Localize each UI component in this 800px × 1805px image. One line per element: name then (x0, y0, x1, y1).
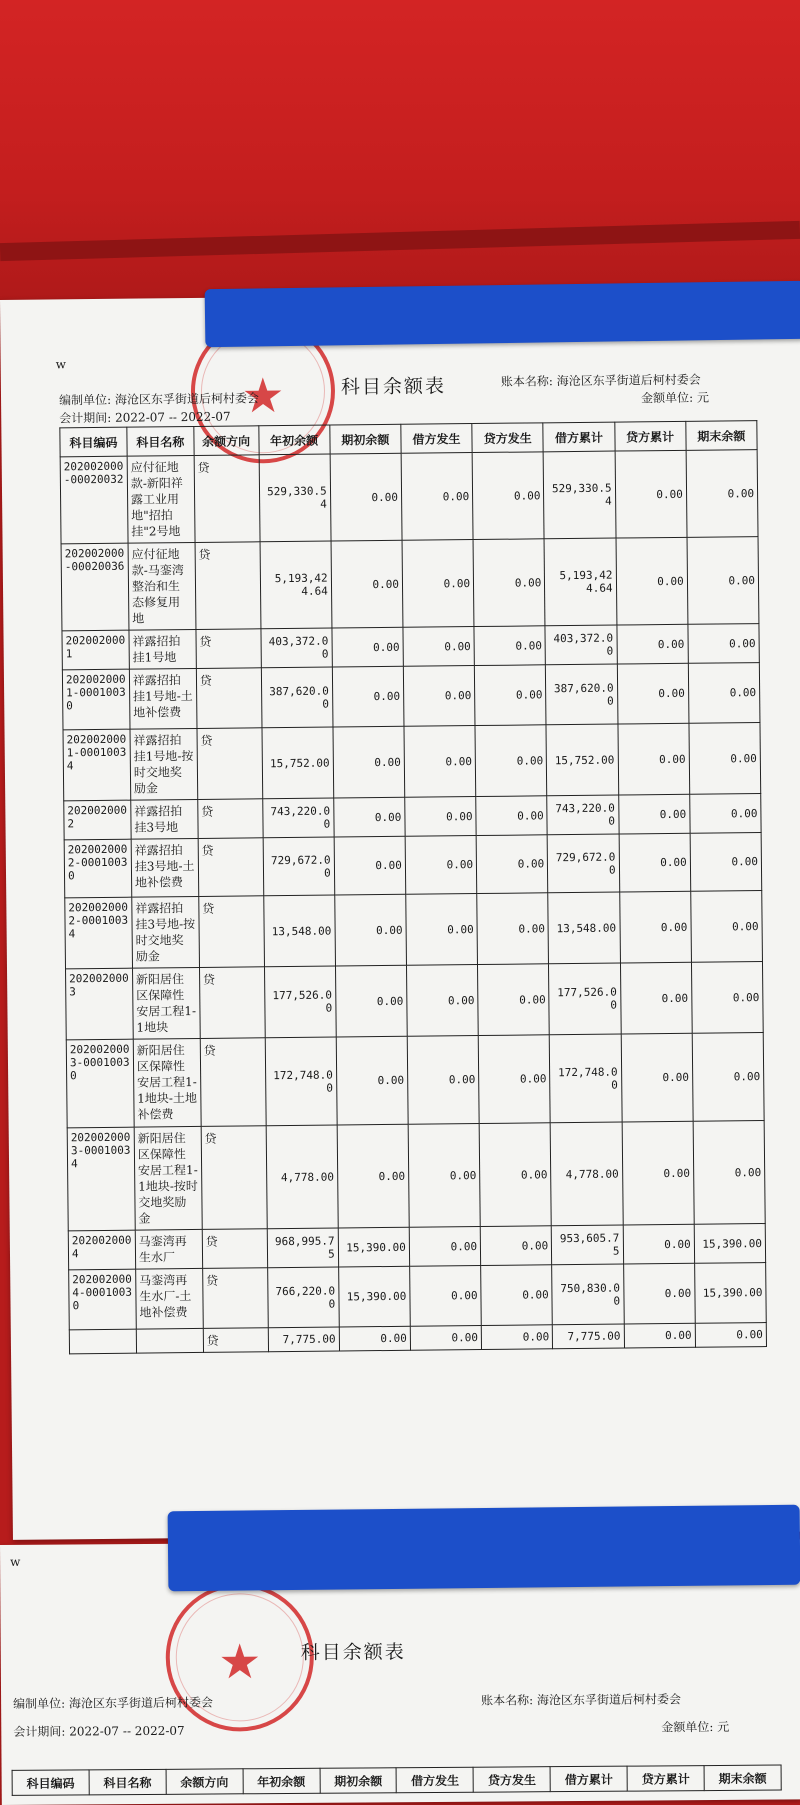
org-value: 海沧区东孚街道后柯村委会 (68, 1695, 214, 1711)
book-line (501, 371, 701, 390)
col-header: 余额方向 (166, 1769, 243, 1795)
closing-balance-cell: 0.00 (690, 891, 762, 963)
credit-cumulative-cell: 0.00 (616, 537, 688, 625)
debit-cumulative-cell: 7,775.00 (553, 1324, 624, 1349)
opening-period-balance-cell: 15,390.00 (338, 1266, 410, 1327)
unit-value: 元 (717, 1719, 730, 1734)
balance-direction-cell: 贷 (200, 1038, 266, 1127)
table-row (64, 833, 762, 898)
opening-period-balance-cell: 0.00 (334, 836, 406, 895)
account-name-cell (136, 1328, 203, 1353)
credit-cumulative-cell: 0.00 (617, 663, 689, 724)
col-header: 科目名称 (89, 1769, 166, 1795)
closing-balance-cell: 0.00 (693, 1121, 765, 1225)
debit-amount-cell: 0.00 (402, 540, 474, 628)
opening-period-balance-cell: 0.00 (337, 1124, 409, 1228)
col-header: 借方发生 (397, 1767, 474, 1793)
book-line (481, 1690, 681, 1708)
account-name-cell: 祥露招拍挂1号地-土地补偿费 (129, 668, 197, 729)
credit-cumulative-cell: 0.00 (623, 1263, 695, 1324)
balance-direction-cell: 贷 (194, 455, 260, 543)
col-header: 年初余额 (243, 1768, 320, 1794)
credit-cumulative-cell: 0.00 (615, 450, 687, 538)
credit-amount-cell: 0.00 (480, 1226, 552, 1266)
account-code-cell: 2020020002-00010034 (65, 897, 133, 969)
closing-balance-cell: 15,390.00 (694, 1224, 766, 1264)
debit-cumulative-cell: 750,830.00 (552, 1264, 624, 1325)
debit-amount-cell: 0.00 (404, 726, 476, 798)
report-title: 科目余额表 (300, 1641, 406, 1664)
credit-amount-cell: 0.00 (481, 1325, 552, 1350)
account-code-cell: 2020020004-00010030 (69, 1269, 137, 1330)
account-code-cell: 2020020003-00010034 (67, 1127, 135, 1231)
credit-amount-cell: 0.00 (478, 1035, 550, 1124)
balance-table-header (12, 1765, 782, 1796)
closing-balance-cell: 0.00 (686, 450, 758, 538)
period-value: 2022-07 -- 2022-07 (69, 1723, 185, 1739)
col-header: 借方发生 (401, 424, 473, 454)
debit-amount-cell: 0.00 (403, 627, 475, 667)
balance-direction-cell: 贷 (196, 629, 261, 669)
credit-cumulative-cell: 0.00 (624, 1323, 695, 1348)
credit-cumulative-cell: 0.00 (616, 624, 688, 664)
credit-cumulative-cell: 0.00 (622, 1121, 694, 1225)
period-line (59, 408, 231, 427)
account-code-cell: 2020020004 (68, 1230, 135, 1270)
opening-period-balance-cell: 0.00 (332, 627, 404, 667)
table-row (66, 1033, 764, 1128)
debit-cumulative-cell: 172,748.00 (550, 1034, 622, 1123)
period-line (13, 1722, 184, 1740)
debit-amount-cell: 0.00 (403, 666, 475, 727)
opening-year-balance-cell: 766,220.00 (267, 1267, 339, 1328)
balance-direction-cell: 贷 (197, 728, 262, 800)
unit-value: 元 (696, 390, 710, 405)
blue-ruler (205, 281, 800, 347)
account-code-cell: 2020020003 (66, 968, 134, 1040)
credit-cumulative-cell: 0.00 (620, 962, 692, 1034)
col-header: 贷方发生 (473, 1767, 550, 1793)
period-label: 会计期间: (59, 410, 112, 426)
account-name-cell: 祥露招拍挂3号地 (131, 799, 198, 839)
account-name-cell: 马銮湾再生水厂 (135, 1229, 202, 1269)
debit-cumulative-cell: 5,193,424.64 (544, 538, 616, 626)
col-header: 贷方累计 (627, 1766, 704, 1792)
credit-amount-cell: 0.00 (473, 539, 545, 627)
balance-direction-cell: 贷 (198, 838, 263, 897)
credit-amount-cell: 0.00 (479, 1123, 551, 1227)
col-header: 期初余额 (320, 1768, 397, 1794)
debit-cumulative-cell: 15,752.00 (546, 724, 618, 796)
closing-balance-cell: 0.00 (689, 794, 761, 834)
balance-direction-cell: 贷 (203, 1328, 268, 1353)
col-header: 余额方向 (194, 426, 259, 456)
opening-year-balance-cell: 172,748.00 (265, 1037, 337, 1126)
opening-year-balance-cell: 15,752.00 (262, 727, 334, 799)
closing-balance-cell: 0.00 (691, 962, 763, 1034)
unit-line (661, 1718, 729, 1735)
balance-direction-cell: 贷 (199, 967, 264, 1039)
credit-cumulative-cell: 0.00 (623, 1224, 695, 1264)
closing-balance-cell: 0.00 (688, 663, 760, 724)
col-header: 贷方累计 (614, 421, 686, 451)
col-header: 借方累计 (550, 1766, 627, 1792)
account-name-cell: 应付征地款-新阳祥露工业用地"招拍挂"2号地 (127, 455, 195, 543)
debit-amount-cell: 0.00 (410, 1266, 482, 1327)
opening-period-balance-cell: 0.00 (334, 894, 406, 966)
account-code-cell: 2020020001-00010030 (62, 669, 130, 730)
debit-amount-cell: 0.00 (409, 1227, 481, 1267)
closing-balance-cell: 0.00 (692, 1033, 764, 1122)
debit-cumulative-cell: 13,548.00 (548, 892, 620, 964)
credit-amount-cell: 0.00 (474, 665, 546, 726)
opening-year-balance-cell: 4,778.00 (266, 1125, 338, 1229)
corner-mark: w (10, 1554, 21, 1569)
opening-period-balance-cell: 0.00 (330, 453, 402, 541)
opening-year-balance-cell: 743,220.00 (262, 798, 334, 838)
opening-year-balance-cell: 729,672.00 (263, 837, 335, 896)
col-header: 科目编码 (12, 1770, 89, 1796)
debit-amount-cell: 0.00 (406, 965, 478, 1037)
opening-year-balance-cell: 177,526.00 (264, 966, 336, 1038)
account-code-cell: 202002000-00020032 (60, 456, 128, 544)
credit-amount-cell: 0.00 (472, 452, 544, 540)
credit-amount-cell: 0.00 (476, 835, 548, 894)
opening-year-balance-cell: 968,995.75 (267, 1228, 339, 1268)
opening-period-balance-cell: 0.00 (332, 666, 404, 727)
report-sheet (0, 292, 800, 1540)
account-code-cell: 2020020001-00010034 (63, 729, 131, 801)
balance-direction-cell: 贷 (199, 896, 264, 968)
table-row (66, 962, 764, 1040)
closing-balance-cell: 15,390.00 (694, 1263, 766, 1324)
col-header: 年初余额 (258, 425, 330, 455)
balance-direction-cell: 贷 (198, 799, 263, 839)
balance-table (59, 420, 767, 1354)
seal-star-icon: ★ (241, 367, 285, 425)
account-code-cell: 2020020001 (62, 630, 129, 670)
closing-balance-cell: 0.00 (689, 723, 761, 795)
col-header: 科目名称 (127, 426, 194, 456)
account-name-cell: 祥露招拍挂3号地-按时交地奖励金 (132, 896, 200, 968)
credit-amount-cell: 0.00 (475, 725, 547, 797)
debit-amount-cell: 0.00 (408, 1124, 480, 1228)
report-title: 科目余额表 (340, 375, 447, 399)
account-code-cell: 2020020003-00010030 (66, 1039, 134, 1128)
unit-label: 金额单位: (661, 1720, 714, 1735)
corner-mark: w (55, 357, 67, 372)
col-header: 借方累计 (543, 422, 615, 452)
opening-period-balance-cell: 0.00 (333, 797, 405, 837)
closing-balance-cell: 0.00 (687, 537, 759, 625)
account-code-cell: 2020020002 (64, 800, 131, 840)
table-row (62, 663, 760, 730)
account-name-cell: 新阳居住区保障性安居工程1-1地块-土地补偿费 (133, 1038, 201, 1127)
opening-period-balance-cell: 0.00 (335, 965, 407, 1037)
account-name-cell: 新阳居住区保障性安居工程1-1地块 (132, 967, 200, 1039)
debit-cumulative-cell: 387,620.00 (546, 664, 618, 725)
debit-cumulative-cell: 177,526.00 (549, 963, 621, 1035)
opening-period-balance-cell: 0.00 (339, 1326, 410, 1351)
blue-ruler (168, 1505, 800, 1592)
table-row (63, 723, 761, 801)
balance-direction-cell: 贷 (202, 1229, 267, 1269)
account-code-cell: 2020020002-00010030 (64, 839, 131, 898)
closing-balance-cell: 0.00 (695, 1323, 767, 1348)
table-row (60, 450, 758, 544)
seal-star-icon: ★ (218, 1633, 262, 1691)
opening-year-balance-cell: 529,330.54 (259, 454, 331, 542)
col-header: 期初余额 (330, 424, 402, 454)
book-label: 账本名称: (481, 1693, 534, 1708)
debit-cumulative-cell: 729,672.00 (547, 834, 619, 893)
org-value: 海沧区东孚街道后柯村委会 (114, 391, 260, 407)
col-header: 期末余额 (704, 1765, 781, 1791)
debit-cumulative-cell: 403,372.00 (545, 625, 617, 665)
col-header: 科目编码 (60, 427, 127, 457)
debit-amount-cell: 0.00 (401, 453, 473, 541)
table-row (61, 537, 759, 631)
col-header: 贷方发生 (472, 423, 544, 453)
closing-balance-cell: 0.00 (688, 624, 760, 664)
opening-period-balance-cell: 0.00 (331, 540, 403, 628)
opening-period-balance-cell: 0.00 (333, 726, 405, 798)
org-line (59, 389, 259, 408)
opening-year-balance-cell: 7,775.00 (268, 1327, 339, 1352)
debit-cumulative-cell: 529,330.54 (543, 451, 615, 539)
debit-amount-cell: 0.00 (405, 797, 477, 837)
period-value: 2022-07 -- 2022-07 (115, 409, 231, 425)
opening-period-balance-cell: 15,390.00 (338, 1227, 410, 1267)
credit-cumulative-cell: 0.00 (618, 794, 690, 834)
debit-cumulative-cell: 743,220.00 (547, 795, 619, 835)
col-header: 期末余额 (686, 421, 758, 451)
table-row (65, 891, 763, 969)
table-row (69, 1263, 767, 1330)
account-code-cell (69, 1329, 136, 1354)
debit-cumulative-cell: 953,605.75 (552, 1225, 624, 1265)
balance-direction-cell: 贷 (195, 542, 261, 630)
debit-cumulative-cell: 4,778.00 (550, 1122, 622, 1226)
table-header-row (12, 1765, 781, 1795)
credit-amount-cell: 0.00 (476, 796, 548, 836)
closing-balance-cell: 0.00 (690, 833, 762, 892)
credit-cumulative-cell: 0.00 (618, 723, 690, 795)
opening-year-balance-cell: 5,193,424.64 (260, 541, 332, 629)
debit-amount-cell: 0.00 (407, 1036, 479, 1125)
unit-line (641, 389, 709, 407)
credit-cumulative-cell: 0.00 (619, 891, 691, 963)
book-label: 账本名称: (500, 374, 554, 389)
credit-amount-cell: 0.00 (474, 626, 546, 666)
org-label: 编制单位: (58, 392, 112, 408)
credit-amount-cell: 0.00 (478, 964, 550, 1036)
debit-amount-cell: 0.00 (405, 836, 477, 895)
account-name-cell: 马銮湾再生水厂-土地补偿费 (136, 1268, 204, 1329)
account-name-cell: 祥露招拍挂1号地 (129, 629, 196, 669)
account-name-cell: 应付征地款-马銮湾整治和生态修复用地 (128, 542, 196, 630)
org-label: 编制单位: (13, 1696, 66, 1711)
balance-direction-cell: 贷 (201, 1126, 267, 1230)
debit-amount-cell: 0.00 (410, 1326, 481, 1351)
org-line (13, 1694, 213, 1712)
opening-year-balance-cell: 387,620.00 (261, 667, 333, 728)
balance-direction-cell: 贷 (202, 1268, 267, 1329)
account-name-cell: 新阳居住区保障性安居工程1-1地块-按时交地奖励金 (134, 1126, 202, 1230)
credit-cumulative-cell: 0.00 (619, 833, 691, 892)
debit-amount-cell: 0.00 (406, 894, 478, 966)
opening-year-balance-cell: 13,548.00 (263, 895, 335, 967)
book-value: 海沧区东孚街道后柯村委会 (556, 372, 701, 389)
table-row (67, 1121, 765, 1231)
credit-amount-cell: 0.00 (481, 1265, 553, 1326)
period-label: 会计期间: (13, 1724, 66, 1739)
book-value: 海沧区东孚街道后柯村委会 (536, 1692, 682, 1708)
balance-direction-cell: 贷 (196, 668, 261, 729)
unit-label: 金额单位: (640, 390, 694, 406)
account-name-cell: 祥露招拍挂3号地-土地补偿费 (131, 838, 198, 897)
credit-amount-cell: 0.00 (477, 893, 549, 965)
account-code-cell: 202002000-00020036 (61, 543, 129, 631)
opening-year-balance-cell: 403,372.00 (260, 628, 332, 668)
opening-period-balance-cell: 0.00 (336, 1036, 408, 1125)
account-name-cell: 祥露招拍挂1号地-按时交地奖励金 (130, 728, 198, 800)
credit-cumulative-cell: 0.00 (621, 1033, 693, 1122)
